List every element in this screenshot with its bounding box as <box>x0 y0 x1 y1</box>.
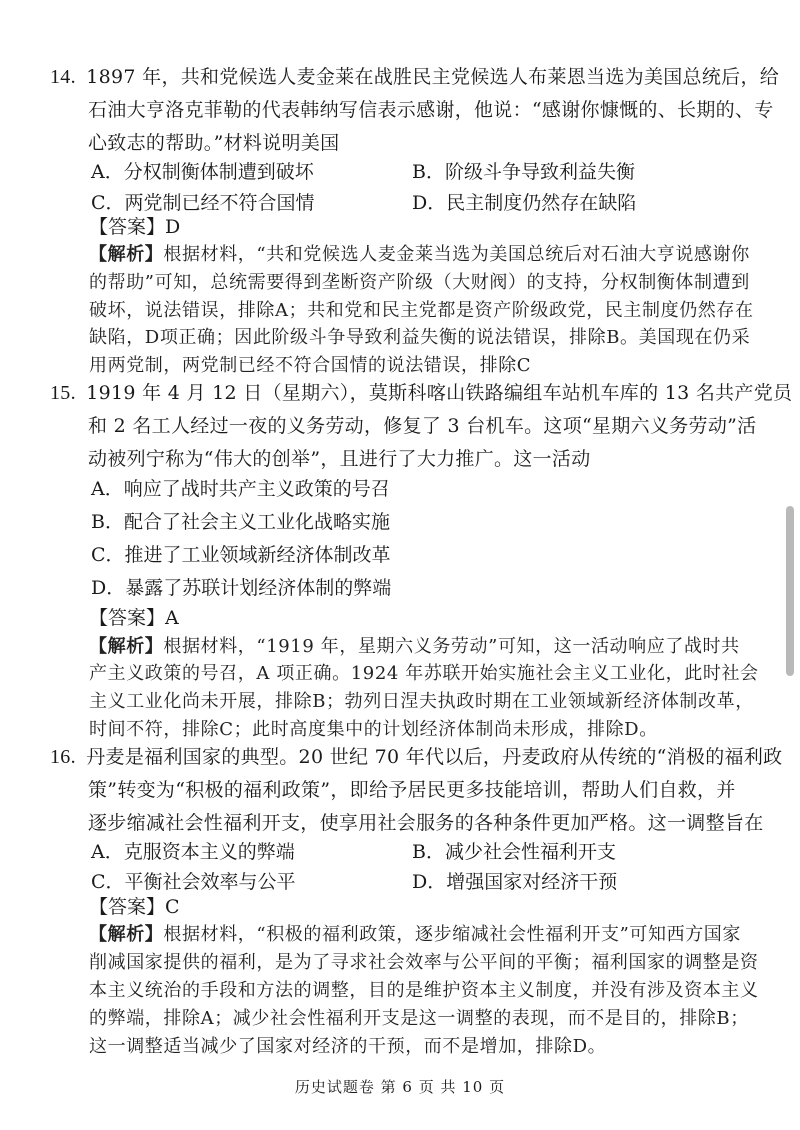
option-b: B．阶级斗争导致利益失衡 <box>412 161 635 183</box>
answer: 【答案】A <box>89 607 179 629</box>
question-stem-line: 14. 1897 年，共和党候选人麦金莱在战胜民主党候选人布莱恩当选为美国总统后，给 <box>50 66 780 88</box>
option-a: A．响应了战时共产主义政策的号召 <box>91 478 390 500</box>
question-number: 15. <box>50 382 76 404</box>
question-number: 16. <box>50 746 76 768</box>
analysis-label: 【解析】 <box>89 924 164 945</box>
option-c: C．推进了工业领域新经济体制改革 <box>91 544 391 566</box>
scrollbar-thumb[interactable] <box>786 506 794 676</box>
answer: 【答案】D <box>89 216 181 238</box>
analysis-label: 【解析】 <box>89 636 164 657</box>
analysis-line: 缺陷，D项正确；因此阶级斗争导致利益失衡的说法错误，排除B。美国现在仍采 <box>89 327 751 348</box>
analysis-line: 本主义统治的手段和方法的调整，目的是维护资本主义制度，并没有涉及资本主义 <box>89 980 759 1001</box>
answer: 【答案】C <box>89 896 180 918</box>
question-stem-line: 石油大亨洛克菲勒的代表韩纳写信表示感谢，他说：“感谢你慷慨的、长期的、专 <box>88 99 774 121</box>
question-stem-line: 15. 1919 年 4 月 12 日（星期六），莫斯科喀山铁路编组车站机车库的 13 名共产党员 <box>50 382 793 404</box>
question-stem-line: 和 2 名工人经过一夜的义务劳动，修复了 3 台机车。这项“星期六义务劳动”活 <box>88 415 757 437</box>
analysis-line: 削减国家提供的福利，是为了寻求社会效率与公平间的平衡；福利国家的调整是资 <box>89 952 759 973</box>
option-c: C．平衡社会效率与公平 <box>91 871 296 893</box>
option-a: A．分权制衡体制遭到破坏 <box>91 161 314 183</box>
analysis-line: 的弊端，排除A；减少社会性福利开支是这一调整的表现，而不是目的，排除B； <box>89 1008 749 1029</box>
analysis-label: 【解析】 <box>89 244 164 265</box>
page-footer: 历史试题卷 第 6 页 共 10 页 <box>294 1078 506 1096</box>
option-c: C．两党制已经不符合国情 <box>91 192 315 214</box>
analysis-line: 【解析】根据材料，“共和党候选人麦金莱当选为美国总统后对石油大亨说感谢你 <box>89 244 750 265</box>
option-b: B．减少社会性福利开支 <box>412 841 616 863</box>
analysis-line: 时间不符，排除C；此时高度集中的计划经济体制尚未形成，排除D。 <box>89 719 658 740</box>
option-b: B．配合了社会主义工业化战略实施 <box>91 511 390 533</box>
option-d: D．暴露了苏联计划经济体制的弊端 <box>91 577 392 599</box>
question-stem-line: 动被列宁称为“伟大的创举”，且进行了大力推广。这一活动 <box>88 448 591 470</box>
question-stem-line: 逐步缩减社会性福利开支，使享用社会服务的各种条件更加严格。这一调整旨在 <box>88 812 764 834</box>
option-d: D．增强国家对经济干预 <box>412 871 618 893</box>
option-d: D．民主制度仍然存在缺陷 <box>412 192 637 214</box>
question-stem-line: 16. 丹麦是福利国家的典型。20 世纪 70 年代以后，丹麦政府从传统的“消极的福利政 <box>50 746 783 768</box>
question-number: 14. <box>50 66 76 88</box>
analysis-line: 这一调整适当减少了国家对经济的干预，而不是增加，排除D。 <box>89 1036 607 1057</box>
analysis-line: 产主义政策的号召，A 项正确。1924 年苏联开始实施社会主义工业化，此时社会 <box>89 663 759 684</box>
option-a: A．克服资本主义的弊端 <box>91 841 295 863</box>
analysis-line: 用两党制，两党制已经不符合国情的说法错误，排除C <box>89 355 532 376</box>
analysis-line: 【解析】根据材料，“1919 年，星期六义务劳动”可知，这一活动响应了战时共 <box>89 636 740 657</box>
analysis-line: 破坏，说法错误，排除A；共和党和民主党都是资产阶级政党，民主制度仍然存在 <box>89 300 754 321</box>
question-stem-line: 策”转变为“积极的福利政策”，即给予居民更多技能培训，帮助人们自救，并 <box>88 779 736 801</box>
analysis-line: 的帮助”可知，总统需要得到垄断资产阶级（大财阀）的支持，分权制衡体制遭到 <box>89 272 750 293</box>
analysis-line: 【解析】根据材料，“积极的福利政策，逐步缩减社会性福利开支”可知西方国家 <box>89 924 742 945</box>
question-stem-line: 心致志的帮助。”材料说明美国 <box>88 132 340 154</box>
analysis-line: 主义工业化尚未开展，排除B；勃列日涅夫执政时期在工业领域新经济体制改革， <box>89 691 754 712</box>
